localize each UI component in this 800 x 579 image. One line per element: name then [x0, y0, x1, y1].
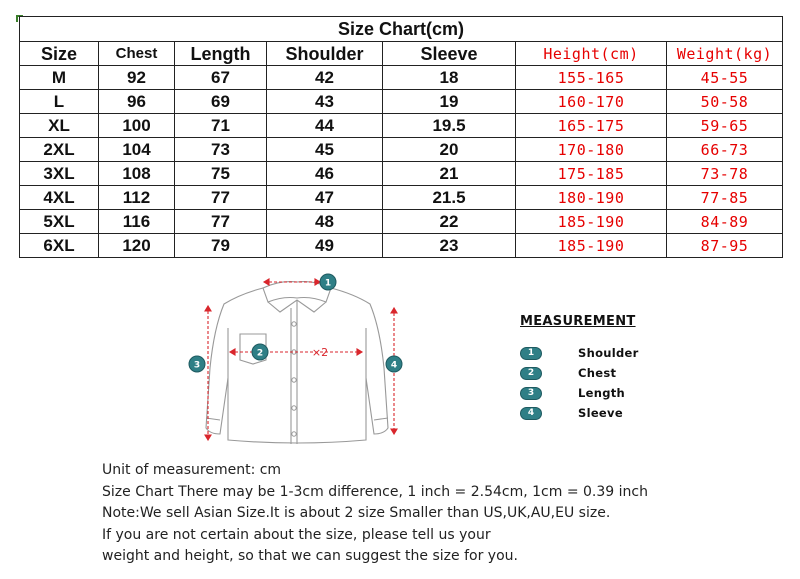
value-cell: 48	[267, 210, 383, 234]
shirt-outline	[206, 282, 388, 444]
value-cell: 67	[175, 66, 267, 90]
value-cell: 92	[99, 66, 175, 90]
header-size: Size	[20, 42, 99, 66]
value-cell: 87-95	[667, 234, 783, 258]
value-cell: 46	[267, 162, 383, 186]
svg-text:2: 2	[256, 348, 264, 359]
value-cell: 42	[267, 66, 383, 90]
legend-label: Shoulder	[578, 346, 639, 360]
table-row	[20, 186, 783, 210]
value-cell: 175-185	[516, 162, 667, 186]
table-title-row	[20, 17, 783, 42]
legend-badge: 1	[520, 347, 542, 360]
value-cell: 43	[267, 90, 383, 114]
size-cell: 2XL	[20, 138, 99, 162]
value-cell: 45-55	[667, 66, 783, 90]
legend-badge: 3	[520, 387, 542, 400]
header-sleeve: Sleeve	[383, 42, 516, 66]
value-cell: 73	[175, 138, 267, 162]
legend-badge: 4	[520, 407, 542, 420]
note-suggest: weight and height, so that we can suggest the size for you.	[102, 548, 518, 564]
marker-shoulder	[320, 274, 336, 290]
value-cell: 19.5	[383, 114, 516, 138]
value-cell: 96	[99, 90, 175, 114]
header-weight: Weight(kg)	[667, 42, 783, 66]
value-cell: 71	[175, 114, 267, 138]
value-cell: 21	[383, 162, 516, 186]
shirt-buttons	[292, 322, 296, 436]
value-cell: 44	[267, 114, 383, 138]
size-chart-table	[19, 16, 783, 258]
measurement-title: MEASUREMENT	[520, 314, 636, 329]
size-cell: 3XL	[20, 162, 99, 186]
size-cell: M	[20, 66, 99, 90]
value-cell: 180-190	[516, 186, 667, 210]
value-cell: 108	[99, 162, 175, 186]
header-shoulder: Shoulder	[267, 42, 383, 66]
value-cell: 18	[383, 66, 516, 90]
size-cell: XL	[20, 114, 99, 138]
value-cell: 100	[99, 114, 175, 138]
table-row	[20, 162, 783, 186]
value-cell: 104	[99, 138, 175, 162]
legend-label: Sleeve	[578, 406, 623, 420]
value-cell: 22	[383, 210, 516, 234]
note-difference: Size Chart There may be 1-3cm difference, 1 inch = 2.54cm, 1cm = 0.39 inch	[102, 483, 648, 500]
value-cell: 185-190	[516, 234, 667, 258]
size-notes	[102, 460, 648, 568]
size-cell: 5XL	[20, 210, 99, 234]
legend-badge: 2	[520, 367, 542, 380]
table-title: Size Chart(cm)	[20, 17, 783, 42]
note-unit: Unit of measurement: cm	[102, 462, 282, 478]
header-length: Length	[175, 42, 267, 66]
table-row	[20, 66, 783, 90]
value-cell: 77	[175, 186, 267, 210]
table-row	[20, 90, 783, 114]
marker-length	[189, 356, 205, 372]
header-height: Height(cm)	[516, 42, 667, 66]
value-cell: 84-89	[667, 210, 783, 234]
value-cell: 21.5	[383, 186, 516, 210]
marker-sleeve	[386, 356, 402, 372]
value-cell: 112	[99, 186, 175, 210]
value-cell: 20	[383, 138, 516, 162]
value-cell: 59-65	[667, 114, 783, 138]
shirt-diagram	[180, 268, 415, 448]
legend-label: Length	[578, 386, 626, 400]
value-cell: 69	[175, 90, 267, 114]
chest-multiplier-label: ×2	[311, 346, 329, 359]
size-cell: 6XL	[20, 234, 99, 258]
legend-item-sleeve	[520, 403, 740, 423]
value-cell: 170-180	[516, 138, 667, 162]
table-row	[20, 138, 783, 162]
svg-text:3: 3	[193, 360, 201, 371]
value-cell: 75	[175, 162, 267, 186]
value-cell: 19	[383, 90, 516, 114]
value-cell: 165-175	[516, 114, 667, 138]
table-row	[20, 114, 783, 138]
size-cell: L	[20, 90, 99, 114]
note-asian-size: Note:We sell Asian Size.It is about 2 size Smaller than US,UK,AU,EU size.	[102, 505, 611, 521]
header-chest: Chest	[99, 42, 175, 66]
value-cell: 49	[267, 234, 383, 258]
legend-item-length	[520, 383, 740, 403]
value-cell: 120	[99, 234, 175, 258]
legend-label: Chest	[578, 366, 617, 380]
value-cell: 47	[267, 186, 383, 210]
measurement-legend	[520, 314, 740, 423]
table-row	[20, 234, 783, 258]
value-cell: 45	[267, 138, 383, 162]
value-cell: 77-85	[667, 186, 783, 210]
value-cell: 79	[175, 234, 267, 258]
value-cell: 155-165	[516, 66, 667, 90]
value-cell: 73-78	[667, 162, 783, 186]
value-cell: 77	[175, 210, 267, 234]
note-uncertain: If you are not certain about the size, please tell us your	[102, 526, 491, 543]
value-cell: 116	[99, 210, 175, 234]
value-cell: 50-58	[667, 90, 783, 114]
value-cell: 160-170	[516, 90, 667, 114]
legend-item-shoulder	[520, 343, 740, 363]
table-header-row	[20, 42, 783, 66]
table-row	[20, 210, 783, 234]
svg-text:4: 4	[390, 360, 398, 371]
value-cell: 23	[383, 234, 516, 258]
legend-item-chest	[520, 363, 740, 383]
svg-text:1: 1	[324, 278, 332, 289]
marker-chest	[252, 344, 268, 360]
value-cell: 185-190	[516, 210, 667, 234]
value-cell: 66-73	[667, 138, 783, 162]
size-cell: 4XL	[20, 186, 99, 210]
